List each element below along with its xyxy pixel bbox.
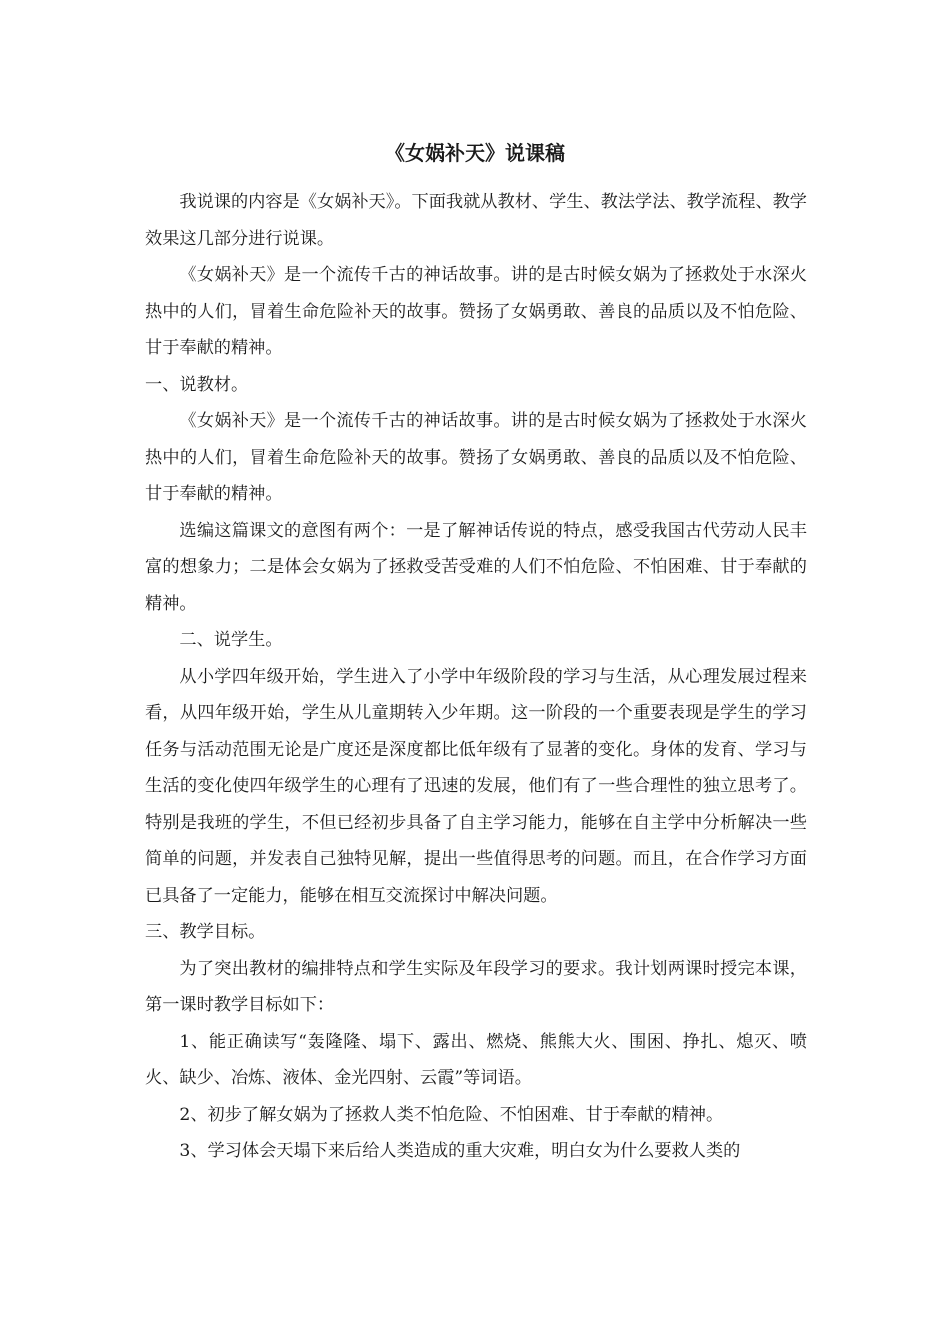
section-heading-students: 二、说学生。 [179,630,283,650]
paragraph-goals-intro: 为了突出教材的编排特点和学生实际及年段学习的要求。我计划两课时授完本课，第一课时教学目标如下： [145,958,807,1015]
paragraph-materials-summary: 《女娲补天》是一个流传千古的神话故事。讲的是古时候女娲为了拯救处于水深火热中的人们，冒着生命危险补天的故事。赞扬了女娲勇敢、善良的品质以及不怕危险、甘于奉献的精神。 [145,411,807,504]
paragraph-students: 从小学四年级开始，学生进入了小学中年级阶段的学习与生活，从心理发展过程来看，从四年级开始，学生从儿童期转入少年期。这一阶段的一个重要表现是学生的学习任务与活动范围无论是广度还是深度都比低年级有了显著的变化。身体的发育、学习与生活的变化使四年级学生的心理有了迅速的发展，他们有了一些合理性的独立思考了。特别是我班的学生，不但已经初步具备了自主学习能力，能够在自主学中分析解决一些简单的问题，并发表自己独特见解，提出一些值得思考的问题。而且，在合作学习方面已具备了一定能力，能够在相互交流探讨中解决问题。 [145,666,807,906]
paragraph-materials-intent: 选编这篇课文的意图有两个：一是了解神话传说的特点，感受我国古代劳动人民丰富的想象力；二是体会女娲为了拯救受苦受难的人们不怕危险、不怕困难、甘于奉献的精神。 [145,520,807,614]
goal-item-1: 1、能正确读写“轰隆隆、塌下、露出、燃烧、熊熊大火、围困、挣扎、熄灭、喷火、缺少、冶炼、液体、金光四射、云霞”等词语。 [145,1031,807,1088]
paragraph-intro: 我说课的内容是《女娲补天》。下面我就从教材、学生、教法学法、教学流程、教学效果这几部分进行说课。 [145,192,807,249]
document-body [145,184,807,1170]
section-heading-materials: 一、说教材。 [145,374,249,395]
goal-item-2: 2、初步了解女娲为了拯救人类不怕危险、不怕困难、甘于奉献的精神。 [179,1104,724,1125]
page-title: 《女娲补天》说课稿 [385,141,565,165]
paragraph-summary: 《女娲补天》是一个流传千古的神话故事。讲的是古时候女娲为了拯救处于水深火热中的人们，冒着生命危险补天的故事。赞扬了女娲勇敢、善良的品质以及不怕危险、甘于奉献的精神。 [145,265,807,358]
section-heading-goals: 三、教学目标。 [145,922,266,942]
goal-item-3: 3、学习体会天塌下来后给人类造成的重大灾难，明白女为什么要救人类的 [179,1141,741,1161]
